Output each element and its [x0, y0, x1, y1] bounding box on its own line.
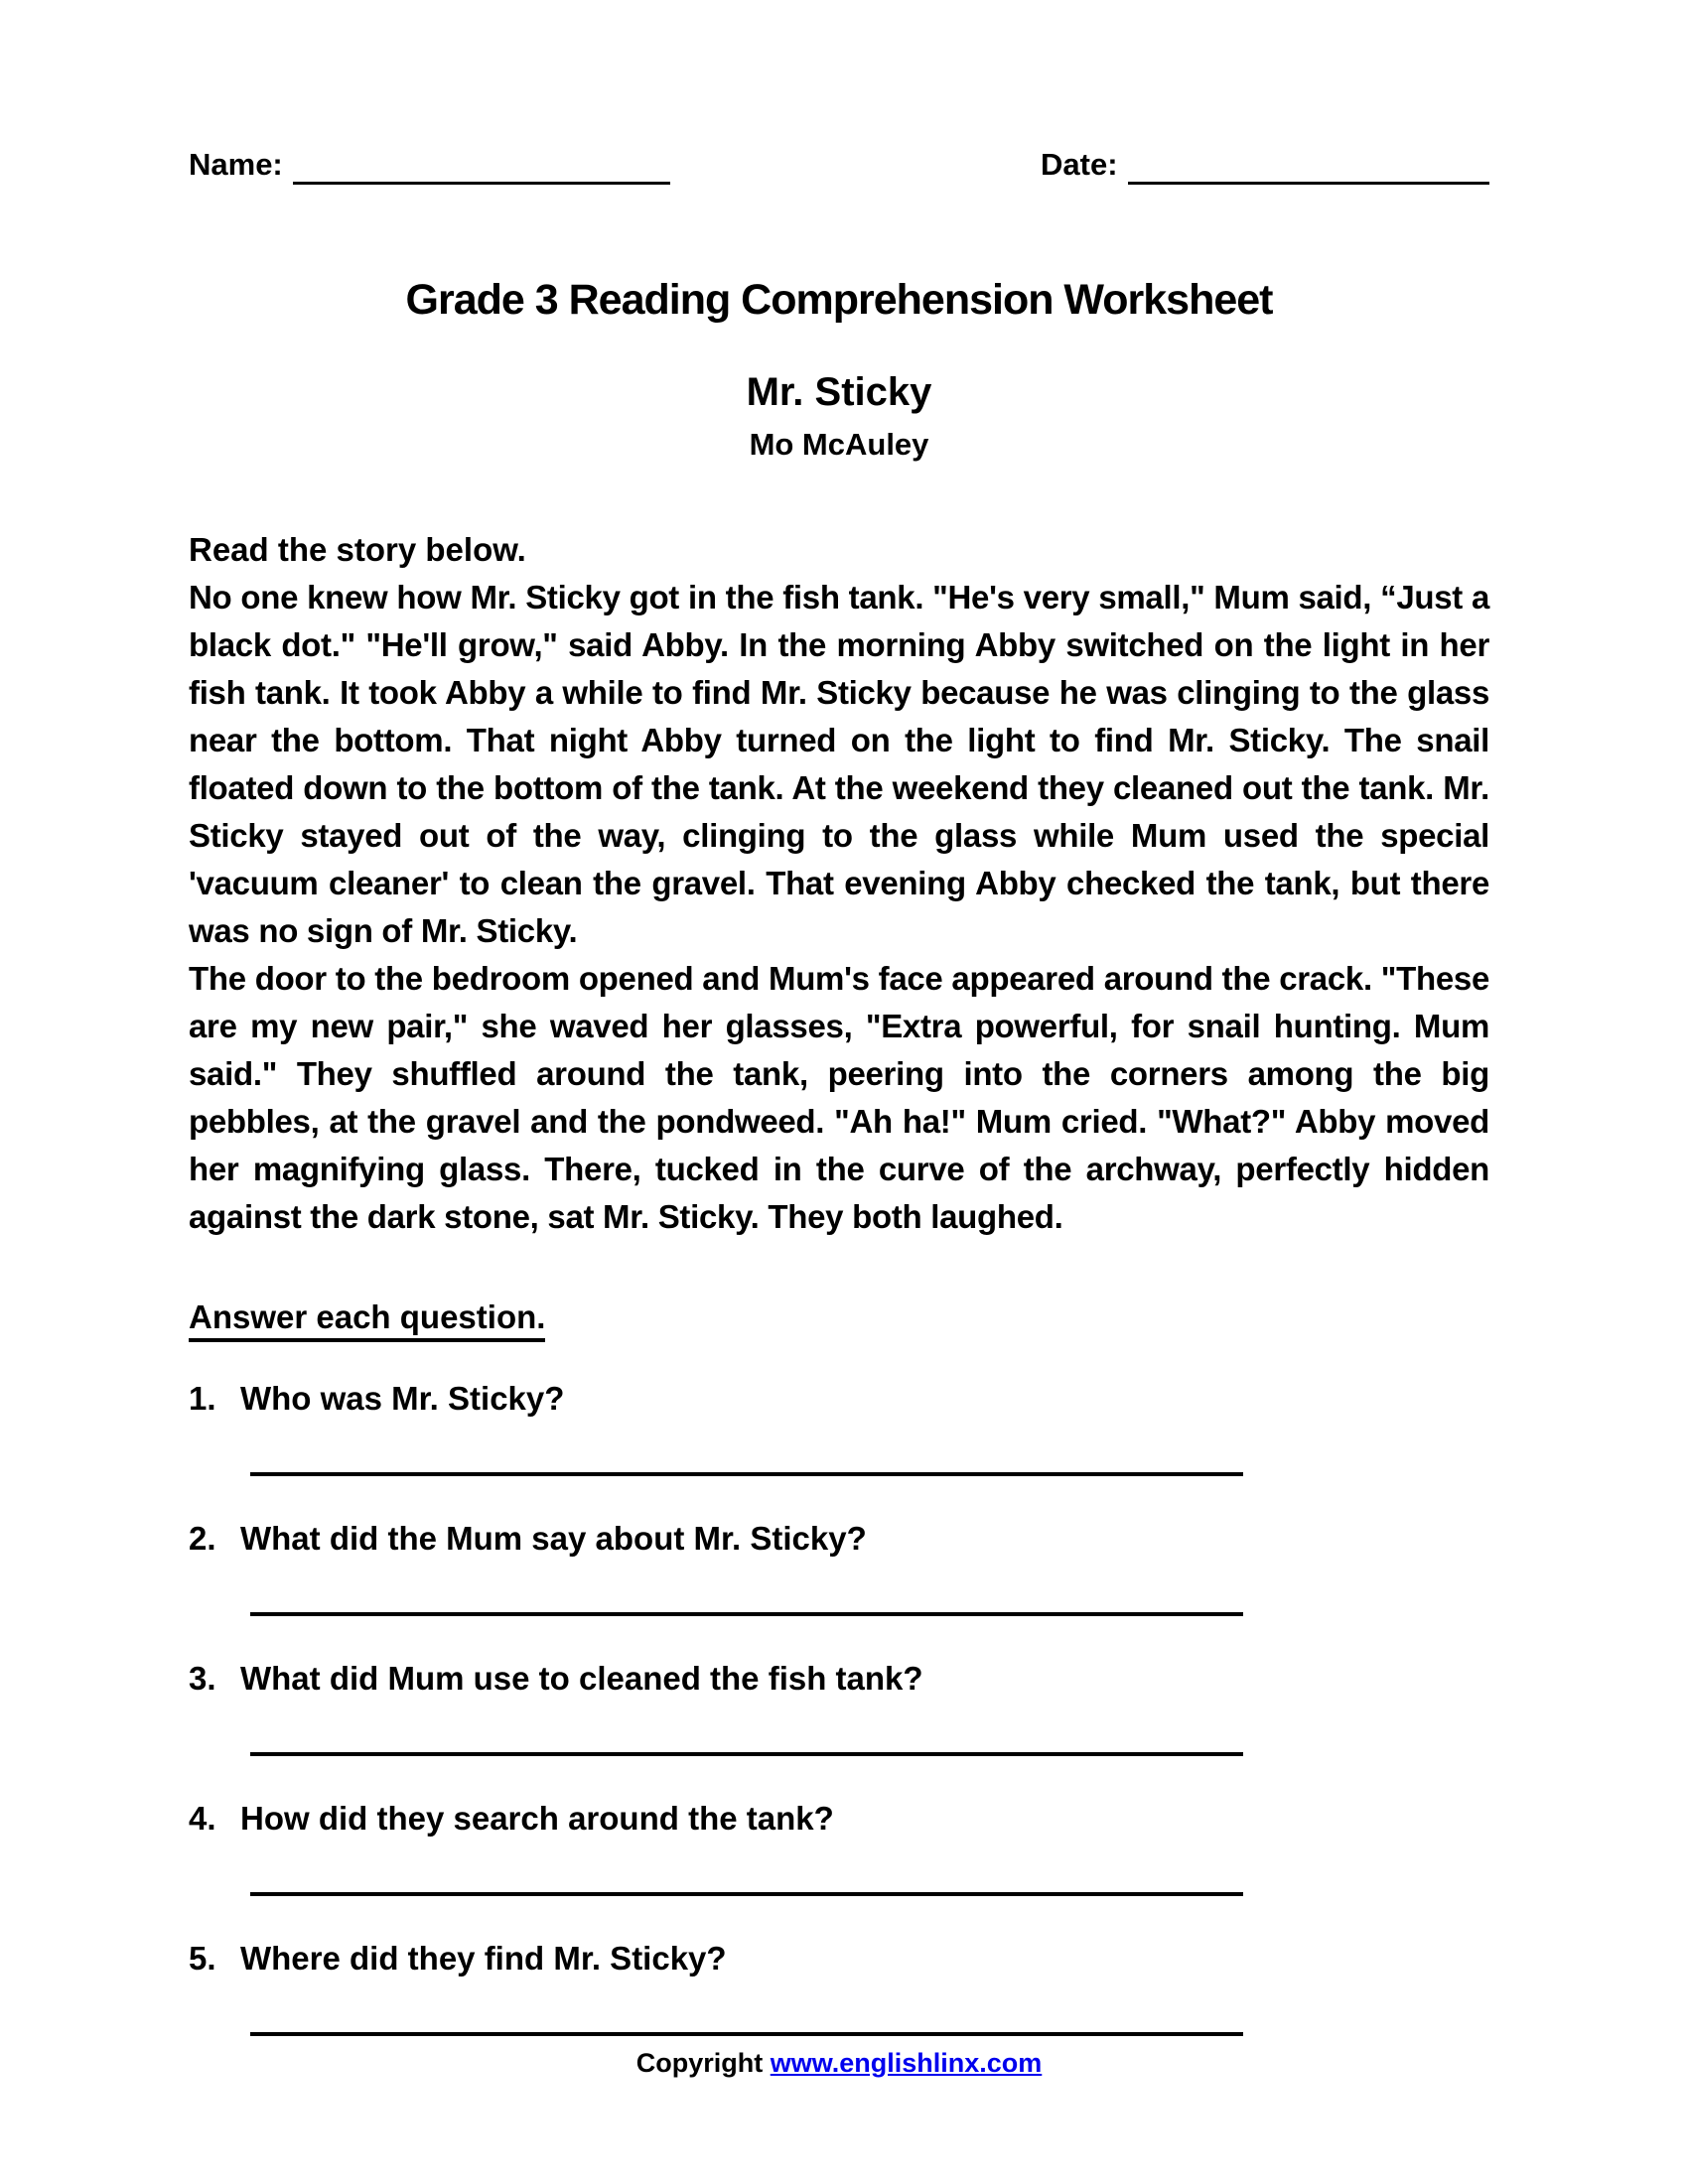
- question-text: What did Mum use to cleaned the fish tank?: [240, 1660, 923, 1697]
- question-item-5: [189, 1938, 1489, 1979]
- answer-section-heading: [189, 1298, 1489, 1336]
- question-item-2: [189, 1518, 1489, 1560]
- story-instruction: Read the story below.: [189, 531, 526, 568]
- answer-blank-line-2: [250, 1611, 1243, 1616]
- answer-section-heading-text: Answer each question.: [189, 1298, 545, 1342]
- footer: [189, 2048, 1489, 2079]
- story-title: Mr. Sticky: [746, 370, 932, 414]
- question-text: What did the Mum say about Mr. Sticky?: [240, 1520, 867, 1557]
- story-paragraph-2: The door to the bedroom opened and Mum's face appeared around the crack. "These are my new pair," she waved her glasses, "Extra powerful, for snail hunting. Mum said." They shuffled around the tank, peering into the corners among the big pebbles, at the gravel and the pondweed. "Ah ha!" Mum cried. "What?" Abby moved her magnifying glass. There, tucked in the curve of the archway, perfectly hidden against the dark stone, sat Mr. Sticky. They both laughed.: [189, 960, 1489, 1235]
- question-number: 2.: [189, 1520, 216, 1557]
- answer-blank-line-5: [250, 2031, 1243, 2036]
- question-number: 5.: [189, 1940, 216, 1977]
- story-author: Mo McAuley: [749, 427, 929, 462]
- date-field: [1041, 147, 1489, 185]
- question-item-3: [189, 1658, 1489, 1700]
- question-number: 4.: [189, 1800, 216, 1837]
- answer-blank-line-1: [250, 1471, 1243, 1476]
- copyright-label: Copyright: [635, 2048, 764, 2078]
- answer-blank-line-3: [250, 1751, 1243, 1756]
- worksheet-title: Grade 3 Reading Comprehension Worksheet: [405, 276, 1273, 324]
- question-number: 1.: [189, 1380, 216, 1417]
- name-label: Name:: [189, 147, 283, 182]
- question-text: How did they search around the tank?: [240, 1800, 834, 1837]
- name-blank-line: [293, 181, 670, 185]
- question-item-1: [189, 1378, 1489, 1420]
- question-item-4: [189, 1798, 1489, 1840]
- story-paragraph-1: No one knew how Mr. Sticky got in the fish tank. "He's very small," Mum said, “Just a black dot." "He'll grow," said Abby. In the morning Abby switched on the light in her fish tank. It took Abby a while to find Mr. Sticky because he was clinging to the glass near the bottom. That night Abby turned on the light to find Mr. Sticky. The snail floated down to the bottom of the tank. At the weekend they cleaned out the tank. Mr. Sticky stayed out of the way, clinging to the glass while Mum used the special 'vacuum cleaner' to clean the gravel. That evening Abby checked the tank, but there was no sign of Mr. Sticky.: [189, 579, 1489, 949]
- date-blank-line: [1128, 181, 1489, 185]
- answer-blank-line-4: [250, 1891, 1243, 1896]
- question-text: Where did they find Mr. Sticky?: [240, 1940, 727, 1977]
- question-text: Who was Mr. Sticky?: [240, 1380, 565, 1417]
- copyright-link[interactable]: www.englishlinx.com: [770, 2048, 1043, 2078]
- header-row: [189, 147, 1489, 185]
- date-label: Date:: [1041, 147, 1118, 182]
- question-number: 3.: [189, 1660, 216, 1697]
- name-field: [189, 147, 670, 185]
